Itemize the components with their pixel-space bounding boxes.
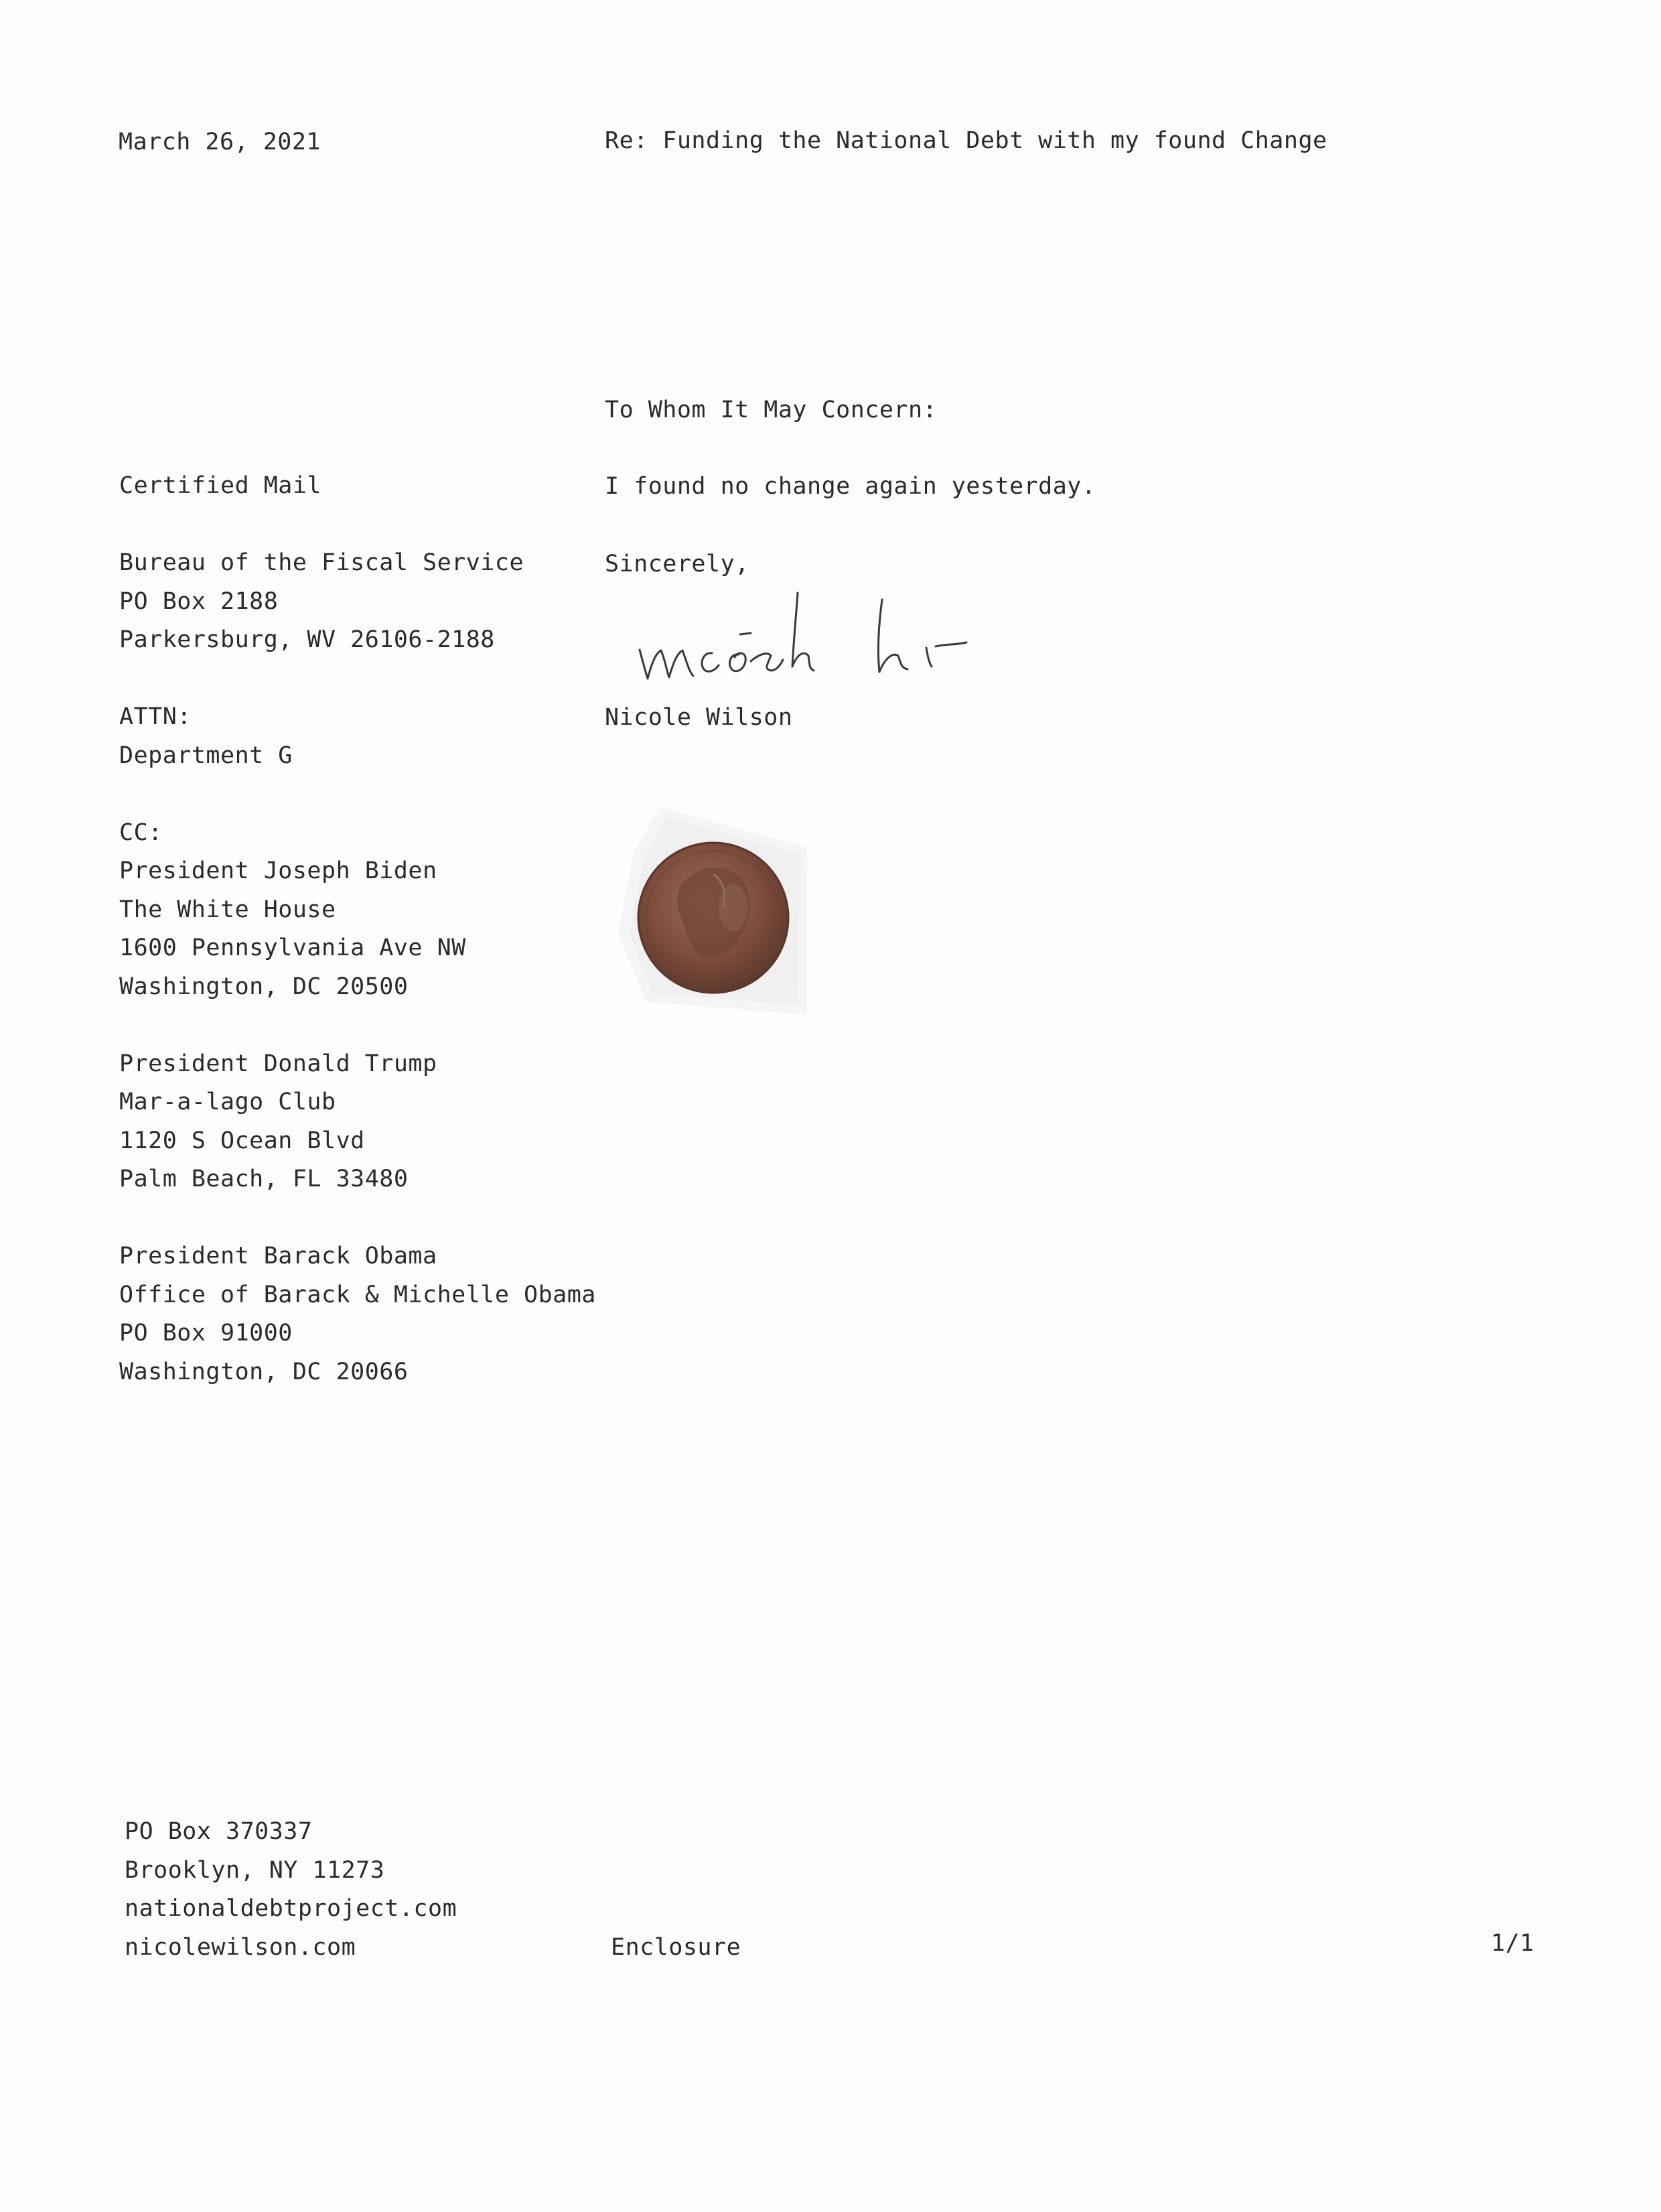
signer-name: Nicole Wilson — [605, 704, 793, 731]
handwritten-signature — [633, 586, 981, 700]
cc-address-line: Washington, DC 20066 — [119, 1358, 409, 1385]
closing: Sincerely, — [605, 551, 749, 577]
recipient-line: Bureau of the Fiscal Service — [119, 549, 524, 576]
delivery-method: Certified Mail — [119, 472, 322, 499]
website-link[interactable]: nationaldebtproject.com — [125, 1895, 457, 1922]
letter-body: I found no change again yesterday. — [605, 473, 1096, 500]
enclosed-penny-image — [606, 801, 820, 1028]
return-address-line: Brooklyn, NY 11273 — [125, 1856, 385, 1884]
return-address-line: PO Box 370337 — [125, 1818, 313, 1845]
cc-address-line: Office of Barack & Michelle Obama — [119, 1281, 596, 1308]
letter-subject: Re: Funding the National Debt with my found Change — [605, 127, 1327, 154]
return-address — [125, 1813, 457, 1967]
letter-date: March 26, 2021 — [119, 129, 321, 155]
salutation: To Whom It May Concern: — [605, 397, 938, 423]
page-number: 1/1 — [1491, 1930, 1534, 1957]
cc-address-line: Washington, DC 20500 — [119, 973, 409, 1000]
cc-address-line: PO Box 91000 — [119, 1320, 293, 1346]
cc-address-line: The White House — [119, 896, 336, 923]
website-link[interactable]: nicolewilson.com — [125, 1933, 356, 1961]
attn-value: Department G — [119, 742, 293, 769]
cc-address-line: 1600 Pennsylvania Ave NW — [119, 935, 466, 961]
cc-address-line: Mar-a-lago Club — [119, 1089, 336, 1115]
cc-address-line: 1120 S Ocean Blvd — [119, 1127, 365, 1154]
cc-address-line: President Joseph Biden — [119, 857, 437, 884]
cc-address-line: Palm Beach, FL 33480 — [119, 1166, 409, 1192]
cc-address-line: President Donald Trump — [119, 1050, 437, 1077]
cc-label: CC: — [119, 819, 163, 846]
enclosure-note: Enclosure — [611, 1934, 741, 1961]
attn-label: ATTN: — [119, 703, 192, 730]
recipient-line: PO Box 2188 — [119, 587, 279, 615]
cc-address-line: President Barack Obama — [119, 1243, 437, 1269]
address-column — [119, 467, 596, 1391]
recipient-line: Parkersburg, WV 26106-2188 — [119, 626, 495, 653]
